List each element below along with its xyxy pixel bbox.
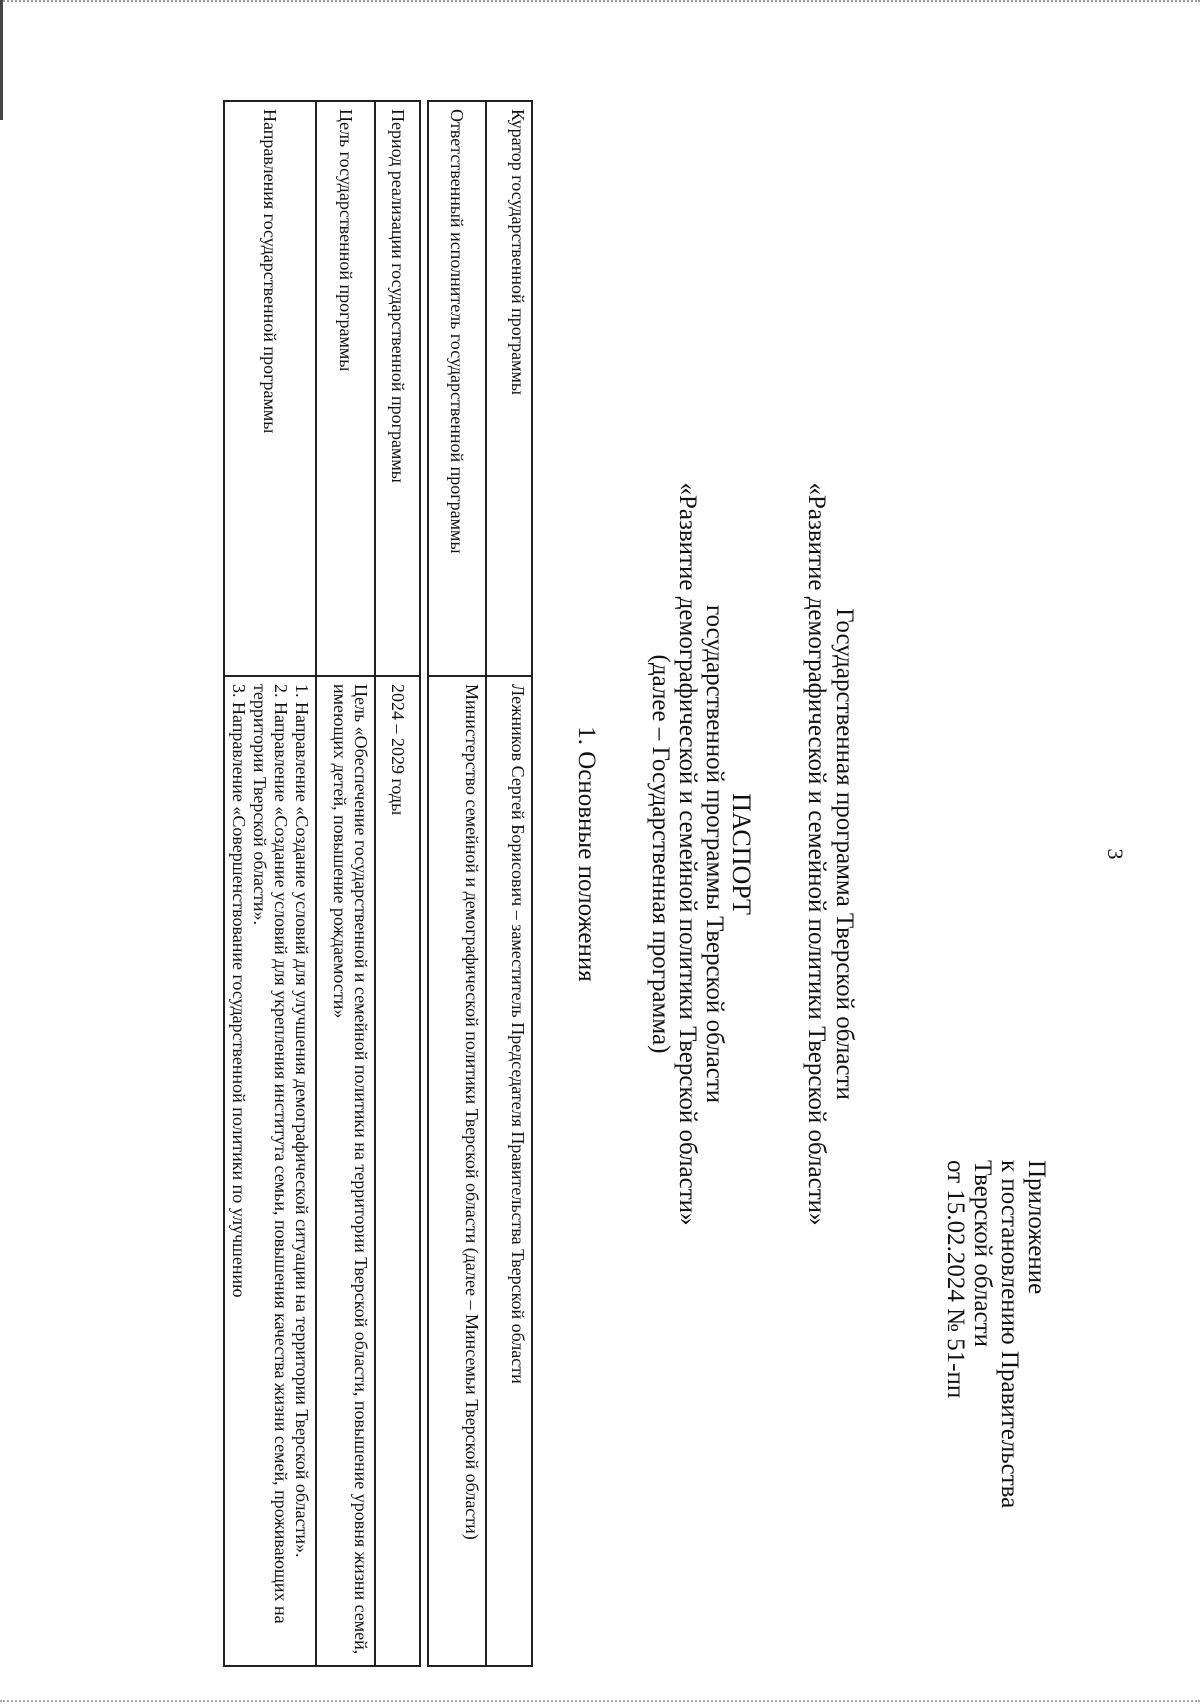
approval-line: от 15.02.2024 № 51-пп xyxy=(942,1160,969,1399)
direction-item: 2. Направление «Создание условий для укрепления института семьи, повышения качества жизни семей, проживающих на территории Тверской области». xyxy=(250,684,291,1624)
row-label: Ответственный исполнитель государственной программы xyxy=(428,101,486,676)
approval-line: Тверской области xyxy=(969,1160,996,1347)
program-title xyxy=(802,0,858,1708)
approval-block xyxy=(942,1160,1050,1508)
table-gap xyxy=(420,101,428,1666)
approval-line: к постановлению Правительства xyxy=(996,1160,1023,1509)
table-row xyxy=(375,101,420,1666)
table-row xyxy=(486,101,532,1666)
row-label: Период реализации государственной программы xyxy=(375,101,420,676)
passport-heading: ПАСПОРТ xyxy=(727,793,756,915)
table-row xyxy=(316,101,375,1666)
passport-line: государственной программы Тверской области xyxy=(701,604,728,1104)
section-title: 1. Основные положения xyxy=(573,726,600,982)
row-value: Цель «Обеспечение государственной и семейной политики на территории Тверской области, повышение уровня жизни семей, имеющих детей, повышение рождаемости» xyxy=(316,676,375,1666)
row-label: Куратор государственной программы xyxy=(486,101,532,676)
approval-line: Приложение xyxy=(1023,1160,1050,1295)
row-value: 2024 – 2029 годы xyxy=(375,676,420,1666)
page-number: 3 xyxy=(1103,848,1128,860)
program-title-line: Государственная программа Тверской области xyxy=(831,608,858,1100)
row-value: Министерство семейной и демографической политики Тверской области (далее – Минсемьи Тверской области) xyxy=(428,676,486,1666)
passport-line: (далее – Государственная программа) xyxy=(647,654,674,1054)
row-value xyxy=(224,676,316,1666)
table-row xyxy=(224,101,316,1666)
passport-table xyxy=(223,100,533,1665)
row-value: Лежников Сергей Борисович – заместитель Председателя Правительства Тверской области xyxy=(486,676,532,1666)
row-label: Цель государственной программы xyxy=(316,101,375,676)
program-title-line: «Развитие демографической и семейной политики Тверской области» xyxy=(803,482,830,1226)
passport-heading-block xyxy=(647,0,755,1708)
passport-line: «Развитие демографической и семейной политики Тверской области» xyxy=(674,482,701,1226)
direction-item: 3. Направление «Совершенствование государственной политики по улучшению xyxy=(229,684,249,1298)
row-label: Направления государственной программы xyxy=(224,101,316,676)
direction-item: 1. Направление «Создание условий для улучшения демографической ситуации на территории Тверской области». xyxy=(292,684,312,1558)
table-row xyxy=(428,101,486,1666)
